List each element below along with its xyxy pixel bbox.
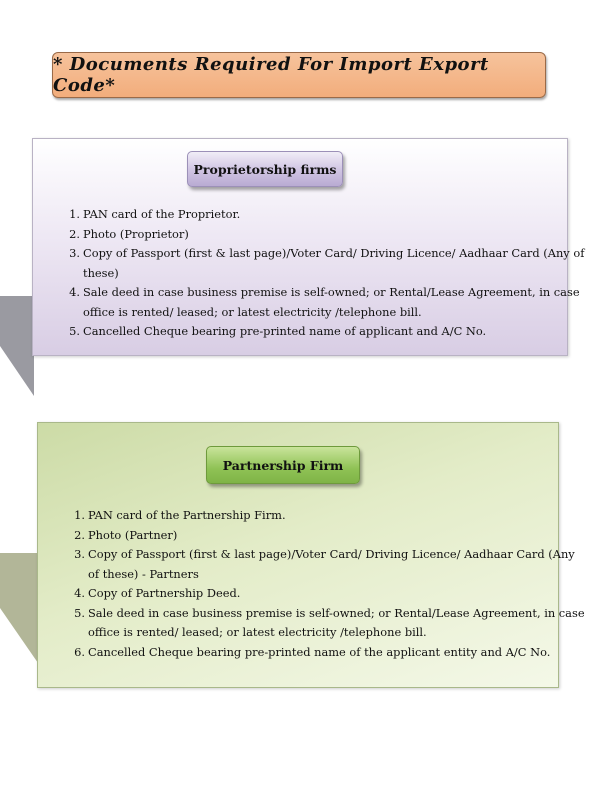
list-item — [69, 205, 593, 225]
item-text: PAN card of the Proprietor. — [83, 207, 241, 221]
item-number: 1. — [69, 207, 80, 221]
item-number: 4. — [69, 285, 80, 299]
item-text: Copy of Passport (first & last page)/Voter Card/ Driving Licence/ Aadhaar Card (Any of these) - Partners — [88, 547, 575, 581]
item-number: 5. — [74, 605, 85, 620]
item-text: Photo (Partner) — [88, 527, 178, 542]
list-item — [74, 604, 588, 643]
document-list — [38, 506, 588, 662]
list-item — [69, 322, 593, 342]
item-text: Copy of Passport (first & last page)/Voter Card/ Driving Licence/ Aadhaar Card (Any of these) — [83, 246, 585, 280]
list-item — [69, 244, 593, 283]
document-list — [33, 205, 593, 342]
section-heading: Proprietorship firms — [187, 151, 343, 187]
page-title: * Documents Required For Import Export Code* — [52, 52, 546, 98]
item-text: Photo (Proprietor) — [83, 226, 189, 241]
item-number: 5. — [69, 324, 80, 338]
item-number: 3. — [69, 246, 80, 260]
partnership-section — [37, 422, 585, 688]
item-number: 4. — [74, 586, 85, 600]
decorative-tab — [0, 553, 38, 663]
item-text: Sale deed in case business premise is self-owned; or Rental/Lease Agreement, in case office is rented/ leased; or latest electricity /telephone bill. — [88, 605, 585, 639]
list-item — [69, 283, 593, 322]
item-number: 2. — [69, 226, 80, 241]
list-item — [74, 545, 588, 584]
decorative-tab — [0, 296, 34, 396]
item-number: 3. — [74, 547, 85, 561]
item-number: 2. — [74, 527, 85, 542]
list-item — [74, 526, 588, 546]
list-item — [74, 584, 588, 604]
section-heading: Partnership Firm — [206, 446, 360, 484]
list-item — [74, 506, 588, 526]
item-number: 6. — [74, 644, 85, 659]
item-number: 1. — [74, 508, 85, 522]
item-text: Sale deed in case business premise is self-owned; or Rental/Lease Agreement, in case office is rented/ leased; or latest electricity /telephone bill. — [83, 285, 580, 319]
item-text: PAN card of the Partnership Firm. — [88, 508, 286, 522]
list-item — [69, 225, 593, 245]
item-text: Cancelled Cheque bearing pre-printed name of the applicant entity and A/C No. — [88, 644, 551, 659]
proprietorship-section — [32, 138, 585, 356]
item-text: Copy of Partnership Deed. — [88, 586, 241, 600]
item-text: Cancelled Cheque bearing pre-printed name of applicant and A/C No. — [83, 324, 487, 338]
list-item — [74, 643, 588, 663]
